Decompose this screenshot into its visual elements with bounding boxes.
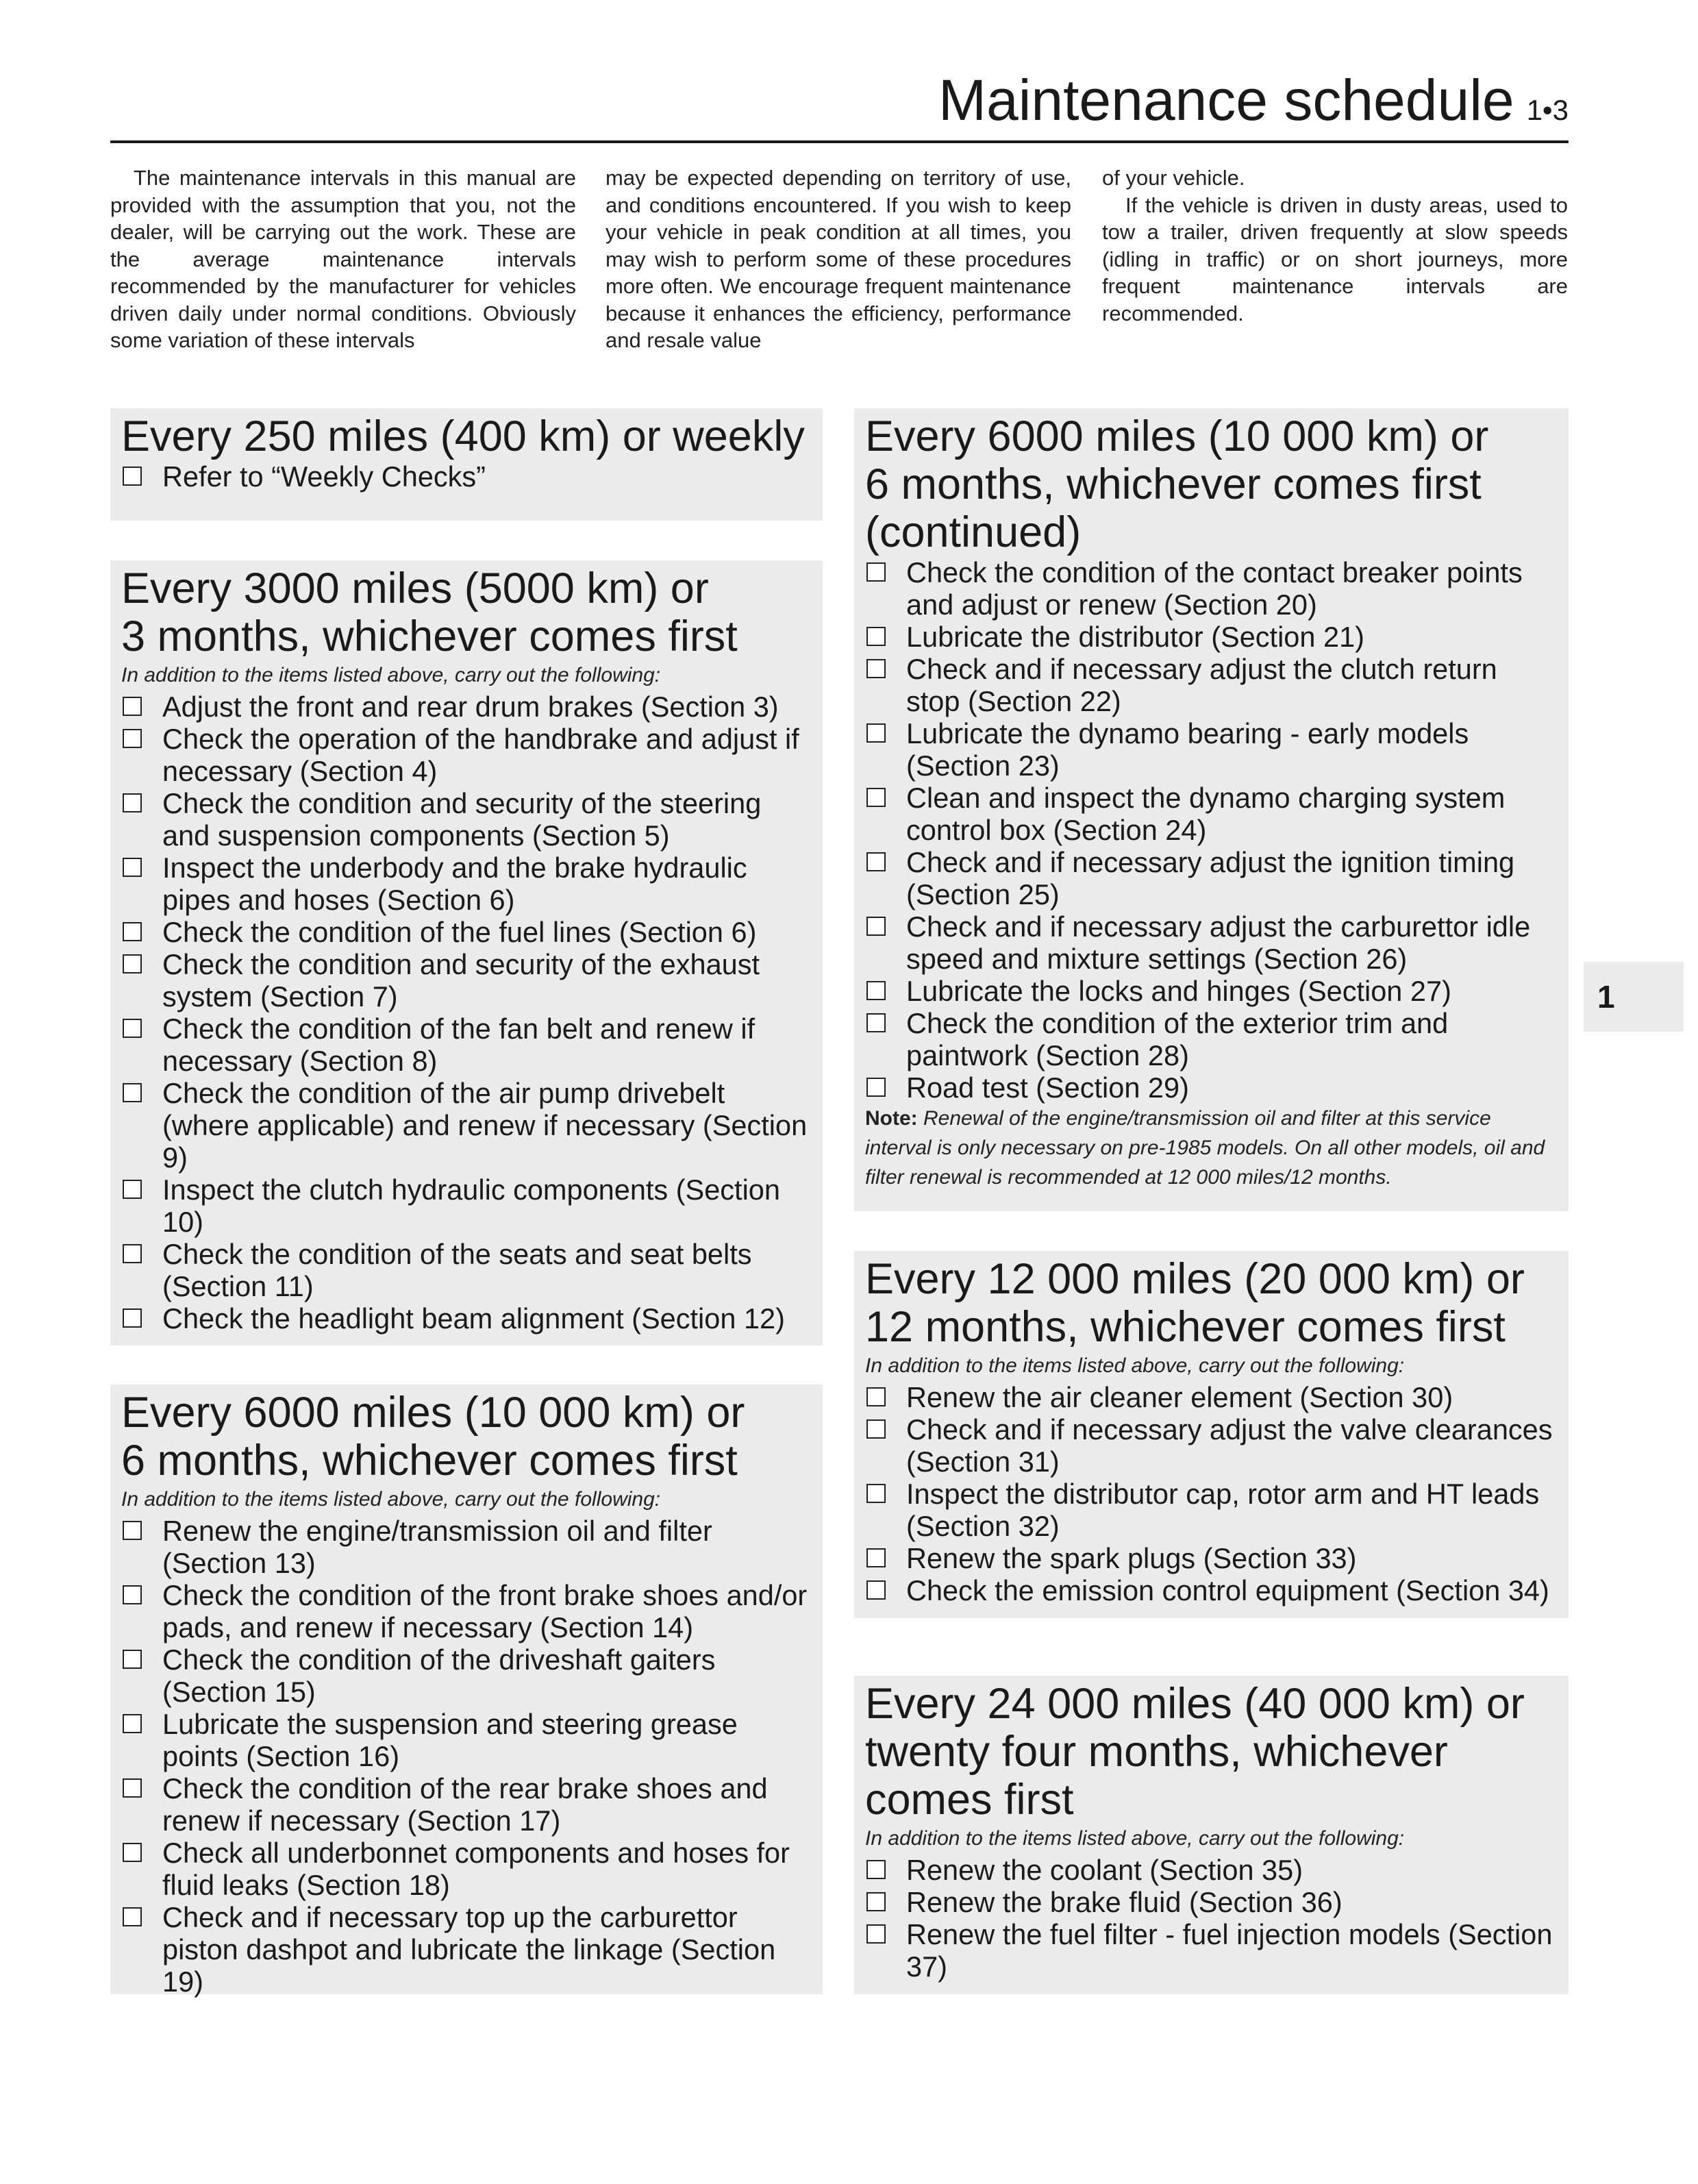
checklist-item-text: Road test (Section 29) — [906, 1071, 1189, 1104]
checklist-item — [865, 621, 1558, 653]
checklist-item-text: Adjust the front and rear drum brakes (Section 3) — [162, 691, 779, 723]
chapter-tab: 1 — [1584, 962, 1684, 1032]
section-title — [865, 1251, 1558, 1351]
checklist-item — [865, 1071, 1558, 1104]
intro-column-2 — [605, 164, 1071, 354]
checkbox-icon[interactable] — [123, 1019, 142, 1038]
checklist-item-text: Check the condition of the seats and seat belts (Section 11) — [162, 1238, 752, 1302]
checklist-item — [865, 1542, 1558, 1574]
checkbox-icon[interactable] — [123, 1083, 142, 1102]
checkbox-icon[interactable] — [866, 1484, 886, 1503]
checkbox-icon[interactable] — [866, 659, 886, 678]
intro-paragraph: The maintenance intervals in this manual are provided with the assumption that you, not the dealer, will be carrying out the work. These are the average maintenance intervals recommended by the manufacturer for vehicles driven daily under normal conditions. Obviously some variation of these intervals — [110, 166, 576, 352]
checklist — [121, 460, 812, 493]
checkbox-icon[interactable] — [866, 562, 886, 582]
checklist-item — [865, 1574, 1558, 1606]
section-title — [121, 560, 812, 660]
checkbox-icon[interactable] — [123, 858, 142, 877]
checklist-item-text: Clean and inspect the dynamo charging system control box (Section 24) — [906, 782, 1506, 846]
intro-paragraph: If the vehicle is driven in dusty areas, used to tow a trailer, driven frequently at slow speeds (idling in traffic) or on short journeys, more frequent maintenance intervals are recommended. — [1102, 193, 1568, 325]
checklist-item-text: Check the condition and security of the exhaust system (Section 7) — [162, 948, 760, 1013]
page-title — [938, 66, 1569, 145]
checklist-item — [121, 1302, 812, 1335]
section-title-line: Every 6000 miles (10 000 km) or — [865, 412, 1489, 460]
checklist-item — [865, 1007, 1558, 1071]
checklist-item-text: Check the headlight beam alignment (Section 12) — [162, 1302, 785, 1335]
intro-column-3 — [1102, 164, 1568, 327]
checkbox-icon[interactable] — [123, 1714, 142, 1733]
checklist-item-text: Refer to “Weekly Checks” — [162, 460, 486, 493]
checkbox-icon[interactable] — [123, 1650, 142, 1669]
checkbox-icon[interactable] — [123, 729, 142, 748]
header-rule — [110, 140, 1569, 143]
checklist-item-text: Renew the brake fluid (Section 36) — [906, 1886, 1343, 1918]
checkbox-icon[interactable] — [123, 922, 142, 941]
checklist-item-text: Renew the spark plugs (Section 33) — [906, 1542, 1357, 1574]
section-12000-miles — [854, 1251, 1569, 1618]
checklist-item — [121, 787, 812, 852]
page-title-text: Maintenance schedule — [938, 68, 1514, 132]
checkbox-icon[interactable] — [866, 1860, 886, 1879]
section-title-line: twenty four months, whichever — [865, 1728, 1448, 1776]
checkbox-icon[interactable] — [866, 1580, 886, 1600]
section-title-line: Every 12 000 miles (20 000 km) or — [865, 1255, 1525, 1303]
checklist-item-text: Check all underbonnet components and hoses for fluid leaks (Section 18) — [162, 1837, 790, 1901]
checklist-item — [121, 1708, 812, 1772]
checklist-item — [865, 717, 1558, 782]
checklist-item — [865, 782, 1558, 846]
checklist-item-text: Renew the coolant (Section 35) — [906, 1854, 1303, 1886]
checklist — [121, 691, 812, 1335]
checkbox-icon[interactable] — [866, 788, 886, 807]
checklist-item — [121, 1174, 812, 1238]
checklist-item-text: Lubricate the locks and hinges (Section 27) — [906, 975, 1451, 1007]
section-title — [865, 408, 1558, 556]
checklist-item-text: Renew the engine/transmission oil and filter (Section 13) — [162, 1515, 712, 1579]
checklist-item-text: Check the condition and security of the steering and suspension components (Section 5) — [162, 787, 762, 852]
checklist-item — [865, 1381, 1558, 1413]
checklist-item-text: Check the condition of the driveshaft gaiters (Section 15) — [162, 1643, 716, 1708]
checklist-item — [121, 1013, 812, 1077]
checklist-item — [121, 723, 812, 787]
checkbox-icon[interactable] — [123, 1308, 142, 1328]
checklist-item-text: Check the condition of the rear brake shoes and renew if necessary (Section 17) — [162, 1772, 768, 1837]
checklist-item — [865, 653, 1558, 717]
checkbox-icon[interactable] — [866, 852, 886, 871]
checkbox-icon[interactable] — [123, 1585, 142, 1604]
checklist-item — [121, 1837, 812, 1901]
checklist-item-text: Renew the fuel filter - fuel injection models (Section 37) — [906, 1918, 1553, 1983]
section-subtitle: In addition to the items listed above, carry out the following: — [865, 1827, 1405, 1850]
checkbox-icon[interactable] — [123, 1521, 142, 1540]
intro-paragraph: may be expected depending on territory of use, and conditions encountered. If you wish to keep your vehicle in peak condition at all times, you may wish to perform some of these procedures more often. We encourage frequent maintenance because it enhances the efficiency, performance and resale value — [605, 166, 1071, 352]
checklist-item-text: Check the condition of the fan belt and renew if necessary (Section 8) — [162, 1013, 756, 1077]
checklist-item-text: Check the condition of the fuel lines (Section 6) — [162, 916, 757, 948]
checkbox-icon[interactable] — [123, 793, 142, 812]
checklist — [865, 1381, 1558, 1606]
checklist — [865, 1854, 1558, 1983]
section-title: Every 250 miles (400 km) or weekly — [121, 412, 805, 460]
section-title-line: 3 months, whichever comes first — [121, 612, 738, 660]
checklist-item-text: Check the condition of the contact breaker points and adjust or renew (Section 20) — [906, 556, 1523, 621]
checklist-item-text: Check and if necessary top up the carburettor piston dashpot and lubricate the linkage (Section 19) — [162, 1901, 776, 1998]
note-label: Note: — [865, 1107, 918, 1130]
section-title-line: Every 6000 miles (10 000 km) or — [121, 1389, 745, 1437]
checklist-item — [121, 1515, 812, 1579]
section-title-line: comes first — [865, 1776, 1074, 1824]
intro-column-1 — [110, 164, 576, 354]
checkbox-icon[interactable] — [866, 981, 886, 1000]
checklist-item-text: Check the condition of the exterior trim and paintwork (Section 28) — [906, 1007, 1449, 1071]
checkbox-icon[interactable] — [866, 1419, 886, 1439]
checklist-item — [121, 916, 812, 948]
checklist-item — [865, 1478, 1558, 1542]
checklist — [121, 1515, 812, 1998]
checklist-item — [865, 1886, 1558, 1918]
checkbox-icon[interactable] — [123, 467, 142, 486]
checkbox-icon[interactable] — [866, 723, 886, 743]
checkbox-icon[interactable] — [866, 917, 886, 936]
checklist-item-text: Check the emission control equipment (Section 34) — [906, 1574, 1549, 1606]
section-24000-miles — [854, 1676, 1569, 1994]
checklist-item — [121, 1077, 812, 1174]
checklist-item — [121, 1772, 812, 1837]
intro-paragraph: of your vehicle. — [1102, 166, 1245, 190]
checklist-item — [121, 1643, 812, 1708]
checklist-item-text: Check and if necessary adjust the carburettor idle speed and mixture settings (Section 26) — [906, 910, 1531, 975]
checkbox-icon[interactable] — [866, 627, 886, 646]
section-title-line: Every 3000 miles (5000 km) or — [121, 564, 709, 612]
checkbox-icon[interactable] — [123, 1244, 142, 1263]
checkbox-icon[interactable] — [866, 1387, 886, 1406]
checkbox-icon[interactable] — [866, 1924, 886, 1944]
checklist — [865, 556, 1558, 1104]
note-text: Renewal of the engine/transmission oil and filter at this service interval is only necessary on pre-1985 models. On all other models, oil and filter renewal is recommended at 12 000 miles/12 months. — [865, 1107, 1545, 1189]
checklist-item-text: Check the operation of the handbrake and adjust if necessary (Section 4) — [162, 723, 799, 787]
section-title — [865, 1676, 1558, 1824]
checkbox-icon[interactable] — [866, 1548, 886, 1567]
checklist-item-text: Lubricate the dynamo bearing - early models (Section 23) — [906, 717, 1469, 782]
checklist-item-text: Lubricate the suspension and steering grease points (Section 16) — [162, 1708, 738, 1772]
checkbox-icon[interactable] — [123, 1907, 142, 1926]
section-title-line: 12 months, whichever comes first — [865, 1303, 1506, 1351]
section-title — [121, 1385, 812, 1485]
section-3000-miles — [110, 560, 823, 1345]
checklist-item — [865, 846, 1558, 910]
checklist-item-text: Inspect the distributor cap, rotor arm and HT leads (Section 32) — [906, 1478, 1540, 1542]
section-subtitle: In addition to the items listed above, carry out the following: — [121, 664, 661, 686]
checklist-item — [865, 1918, 1558, 1983]
section-weekly — [110, 408, 823, 521]
checkbox-icon[interactable] — [123, 1778, 142, 1798]
checklist-item — [121, 852, 812, 916]
section-6000-miles — [110, 1385, 823, 1998]
checkbox-icon[interactable] — [123, 697, 142, 716]
checklist-item-text: Renew the air cleaner element (Section 30) — [906, 1381, 1453, 1413]
checklist-item — [865, 1854, 1558, 1886]
checklist-item — [865, 910, 1558, 975]
checklist-item — [121, 1579, 812, 1643]
checklist-item — [865, 975, 1558, 1007]
checklist-item-text: Check the condition of the front brake shoes and/or pads, and renew if necessary (Section 14) — [162, 1579, 808, 1643]
checklist-item — [121, 1238, 812, 1302]
checkbox-icon[interactable] — [123, 1843, 142, 1862]
section-title-line: Every 24 000 miles (40 000 km) or — [865, 1680, 1525, 1728]
checklist-item-text: Check the condition of the air pump drivebelt (where applicable) and renew if necessary (Section 9) — [162, 1077, 808, 1174]
checklist-item-text: Inspect the underbody and the brake hydraulic pipes and hoses (Section 6) — [162, 852, 747, 916]
checklist-item — [121, 948, 812, 1013]
section-title-line: 6 months, whichever comes first — [121, 1437, 738, 1485]
section-subtitle: In addition to the items listed above, carry out the following: — [865, 1354, 1405, 1377]
section-subtitle: In addition to the items listed above, carry out the following: — [121, 1488, 661, 1511]
checklist-item-text: Inspect the clutch hydraulic components (Section 10) — [162, 1174, 780, 1238]
checklist-item-text: Check and if necessary adjust the clutch return stop (Section 22) — [906, 653, 1497, 717]
checkbox-icon[interactable] — [866, 1078, 886, 1097]
checklist-item-text: Check and if necessary adjust the ignition timing (Section 25) — [906, 846, 1515, 910]
section-6000-miles-continued — [854, 408, 1569, 1211]
checkbox-icon[interactable] — [866, 1013, 886, 1032]
checklist-item — [121, 691, 812, 723]
page-number: 1•3 — [1526, 94, 1569, 126]
checklist-item — [865, 1413, 1558, 1478]
checklist-item-text: Lubricate the distributor (Section 21) — [906, 621, 1364, 653]
checklist-item — [121, 1901, 812, 1998]
checkbox-icon[interactable] — [123, 1180, 142, 1199]
checklist-item-text: Check and if necessary adjust the valve clearances (Section 31) — [906, 1413, 1553, 1478]
section-title-line: (continued) — [865, 508, 1082, 556]
checkbox-icon[interactable] — [866, 1892, 886, 1911]
checklist-item — [865, 556, 1558, 621]
checkbox-icon[interactable] — [123, 954, 142, 973]
service-note — [865, 1104, 1558, 1192]
checklist-item — [121, 460, 812, 493]
section-title-line: 6 months, whichever comes first — [865, 460, 1482, 508]
